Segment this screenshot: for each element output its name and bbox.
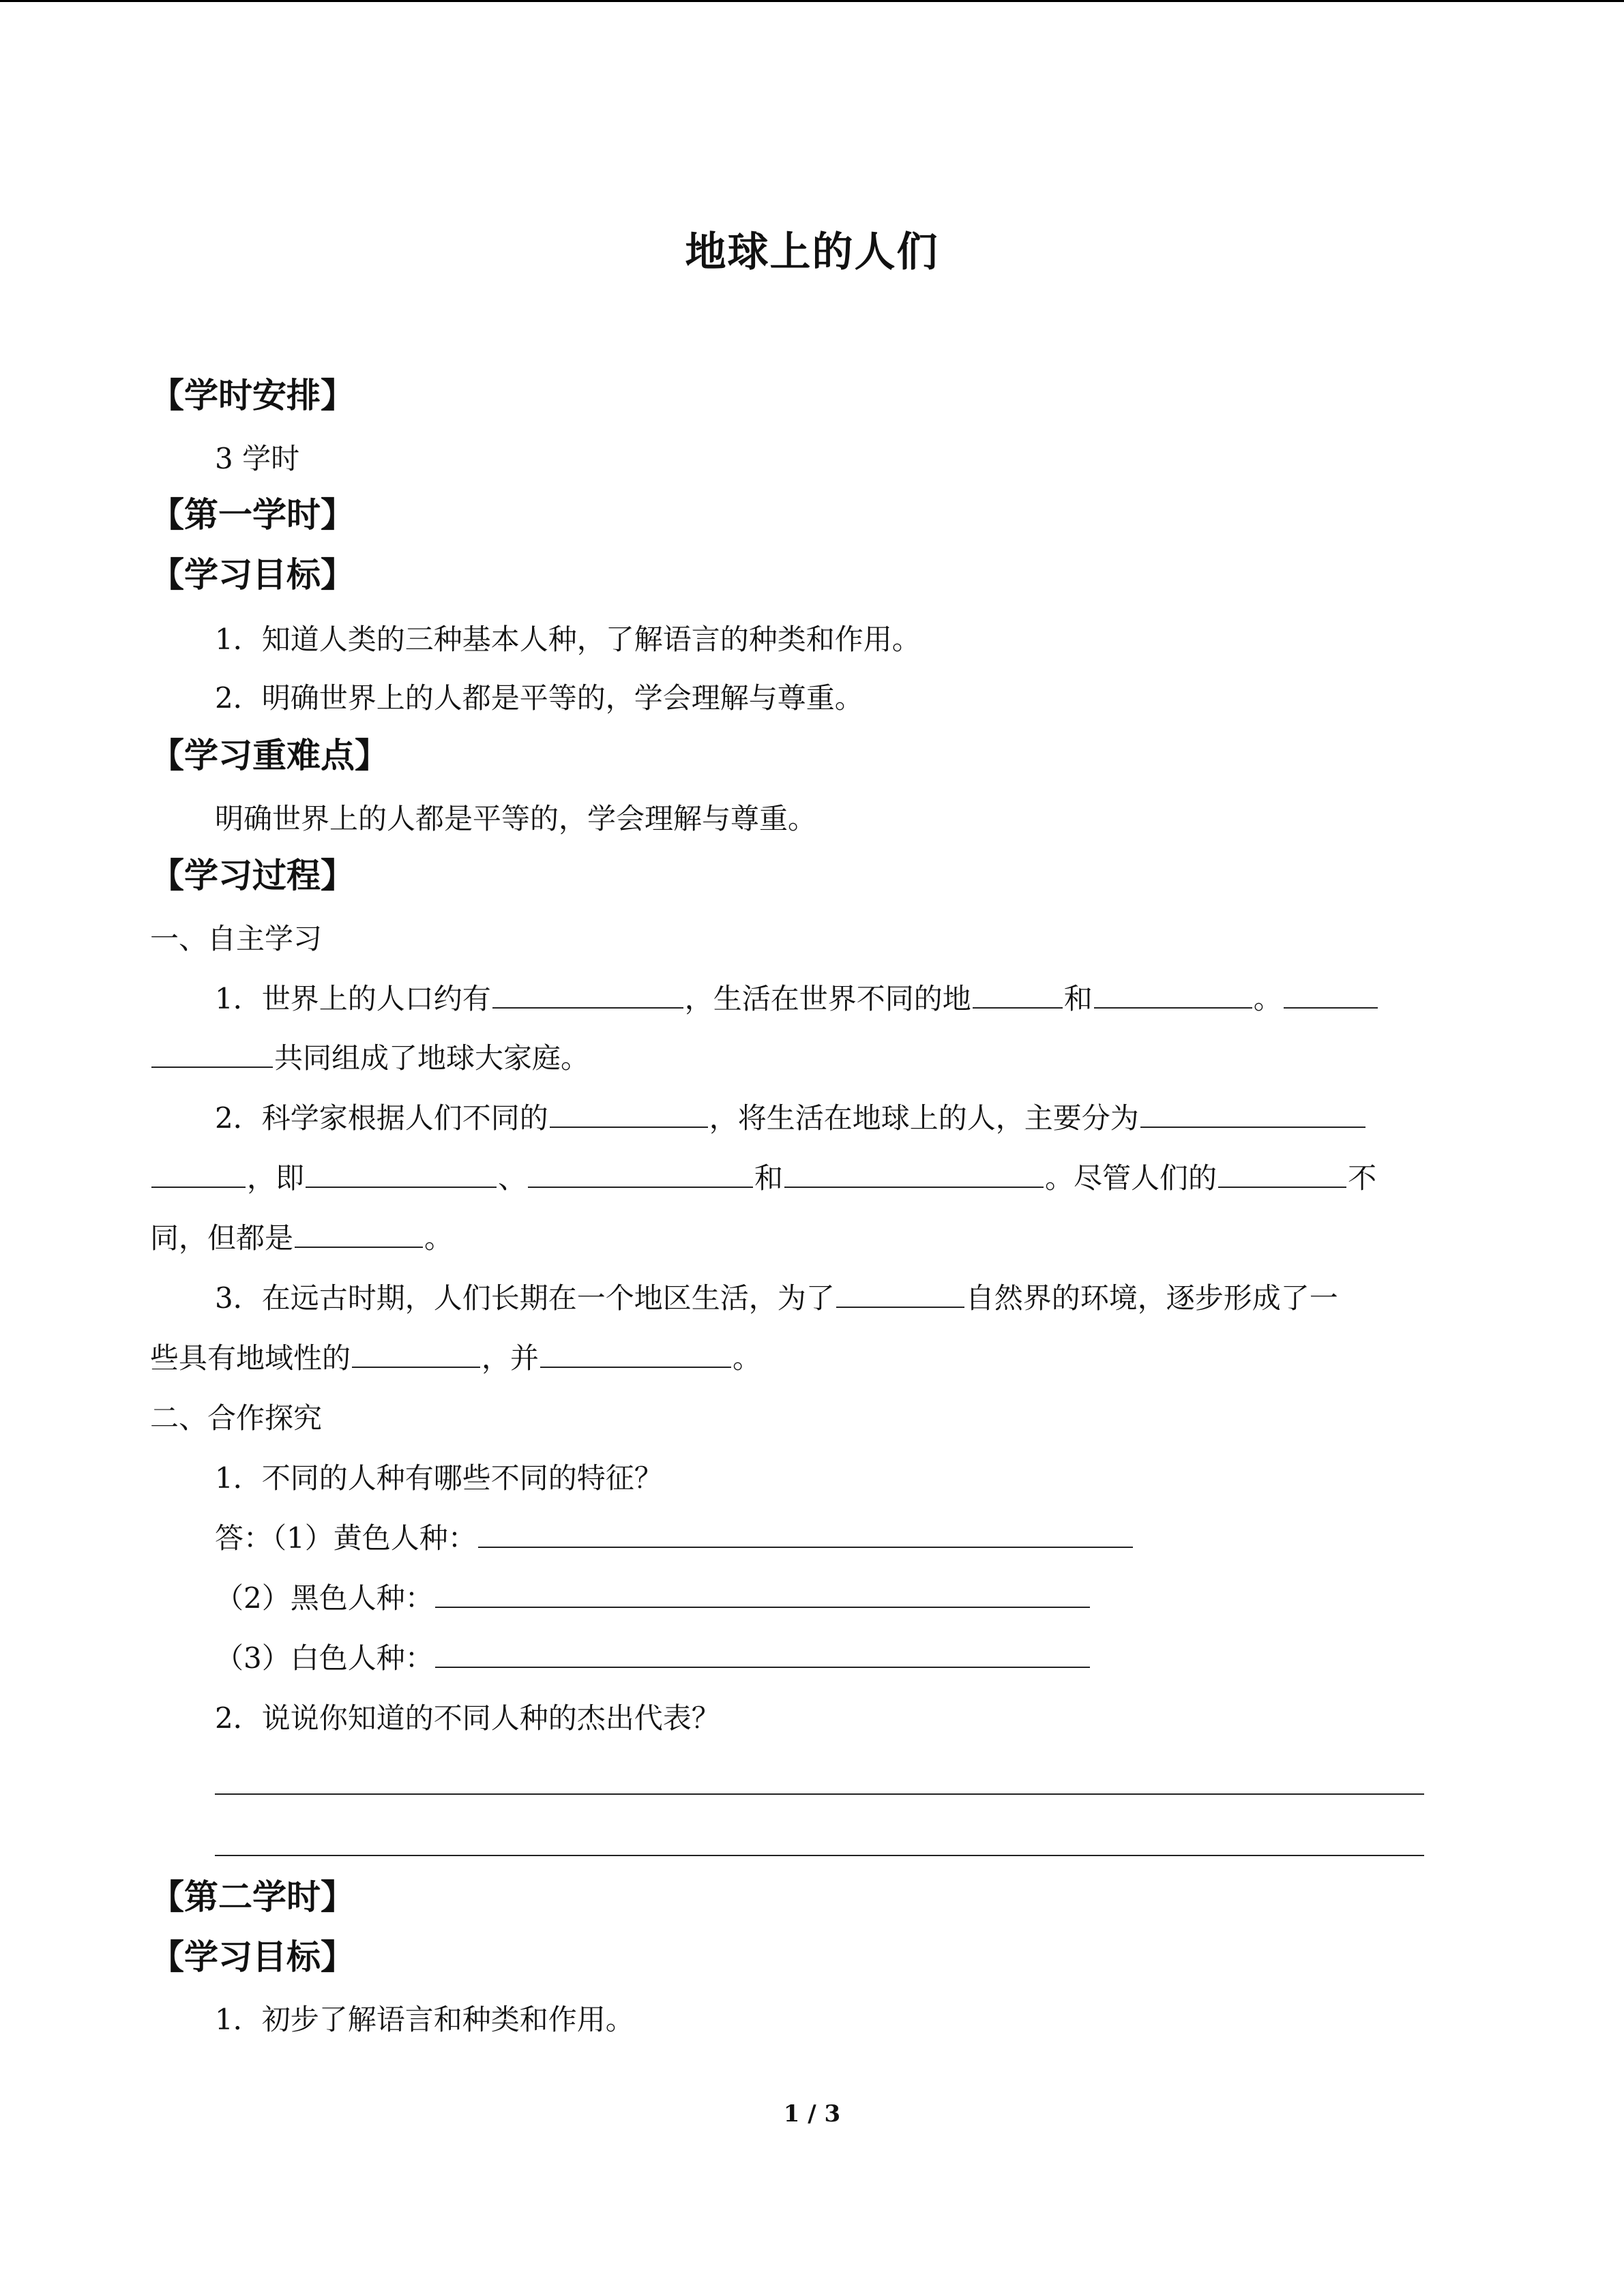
- q1-blank-4a[interactable]: [1284, 980, 1378, 1009]
- q2-blank-1[interactable]: [550, 1099, 708, 1128]
- lesson2-heading: 【第二学时】: [150, 1877, 355, 1917]
- q2-text-a: 2．科学家根据人们不同的: [215, 1101, 548, 1135]
- q2-text-c: ，即: [247, 1161, 305, 1195]
- question-1-line2: [150, 1039, 589, 1077]
- question-2-line1: [215, 1099, 1367, 1137]
- schedule-value: 3 学时: [215, 442, 300, 475]
- answer-yellow-label: 答：（1）黄色人种：: [215, 1521, 477, 1555]
- coop-question-1: 1．不同的人种有哪些不同的特征？: [215, 1461, 663, 1495]
- page-title: 地球上的人们: [685, 228, 939, 276]
- schedule-heading: 【学时安排】: [150, 376, 355, 415]
- q3-blank-1[interactable]: [836, 1279, 964, 1308]
- answer-line-2[interactable]: [215, 1855, 1424, 1856]
- q2-blank-3[interactable]: [306, 1159, 497, 1188]
- q3-text-d: ，并: [482, 1341, 540, 1375]
- answer-black-label: （2）黑色人种：: [215, 1581, 434, 1615]
- q3-text-a: 3．在远古时期，人们长期在一个地区生活，为了: [215, 1281, 835, 1315]
- q2-blank-7[interactable]: [295, 1219, 423, 1248]
- top-border: [0, 0, 1624, 2]
- q3-text-c: 些具有地域性的: [150, 1341, 351, 1375]
- question-1-line1: [215, 980, 1379, 1018]
- difficulty-heading: 【学习重难点】: [150, 736, 389, 775]
- answer-black-blank[interactable]: [435, 1579, 1090, 1608]
- q1-text-c: 和: [1063, 982, 1093, 1015]
- answer-black: [215, 1579, 1091, 1617]
- q2-text-e: 和: [754, 1161, 784, 1195]
- q2-text-d: 、: [498, 1161, 527, 1195]
- process-heading: 【学习过程】: [150, 856, 355, 895]
- self-study-heading: 一、自主学习: [150, 922, 323, 955]
- q2-text-g: 不: [1348, 1161, 1377, 1195]
- answer-line-1[interactable]: [215, 1793, 1424, 1795]
- q2-blank-5[interactable]: [784, 1159, 1044, 1188]
- difficulty-text: 明确世界上的人都是平等的，学会理解与尊重。: [215, 802, 817, 835]
- answer-yellow: [215, 1519, 1134, 1557]
- q2-blank-4[interactable]: [528, 1159, 753, 1188]
- goal-2: 2．明确世界上的人都是平等的，学会理解与尊重。: [215, 681, 863, 715]
- q3-blank-3[interactable]: [540, 1339, 731, 1368]
- goal-1: 1．知道人类的三种基本人种，了解语言的种类和作用。: [215, 623, 921, 656]
- answer-yellow-blank[interactable]: [478, 1519, 1133, 1548]
- answer-white: [215, 1639, 1091, 1678]
- q1-blank-3[interactable]: [1094, 980, 1252, 1009]
- q2-text-i: 。: [424, 1221, 454, 1255]
- q1-text-a: 1．世界上的人口约有: [215, 982, 491, 1015]
- q2-blank-2b[interactable]: [151, 1159, 246, 1188]
- q2-text-f: 。尽管人们的: [1045, 1161, 1217, 1195]
- q3-text-e: 。: [733, 1341, 762, 1375]
- question-3-line1: [215, 1279, 1338, 1317]
- q1-blank-4b[interactable]: [151, 1039, 273, 1068]
- goal2-1: 1．初步了解语言和种类和作用。: [215, 2003, 634, 2036]
- question-2-line3: [150, 1219, 453, 1257]
- q1-text-e: 共同组成了地球大家庭。: [274, 1041, 590, 1075]
- q1-blank-2[interactable]: [973, 980, 1063, 1009]
- q2-blank-2a[interactable]: [1140, 1099, 1365, 1128]
- coop-question-2: 2．说说你知道的不同人种的杰出代表？: [215, 1701, 720, 1735]
- coop-heading: 二、合作探究: [150, 1401, 323, 1435]
- question-3-line2: [150, 1339, 761, 1377]
- answer-white-label: （3）白色人种：: [215, 1641, 434, 1675]
- q1-blank-1[interactable]: [492, 980, 683, 1009]
- lesson1-heading: 【第一学时】: [150, 495, 355, 535]
- question-2-line2: [150, 1159, 1376, 1197]
- q1-text-d: 。: [1253, 982, 1282, 1015]
- answer-white-blank[interactable]: [435, 1639, 1090, 1668]
- q2-text-h: 同，但都是: [150, 1221, 294, 1255]
- goals2-heading: 【学习目标】: [150, 1937, 355, 1977]
- q3-blank-2[interactable]: [352, 1339, 480, 1368]
- q3-text-b: 自然界的环境，逐步形成了一: [965, 1281, 1338, 1315]
- q2-blank-6[interactable]: [1218, 1159, 1346, 1188]
- goals-heading: 【学习目标】: [150, 555, 355, 595]
- q1-text-b: ，生活在世界不同的地: [684, 982, 971, 1015]
- page-number: 1 / 3: [783, 2100, 841, 2128]
- q2-text-b: ，将生活在地球上的人，主要分为: [709, 1101, 1139, 1135]
